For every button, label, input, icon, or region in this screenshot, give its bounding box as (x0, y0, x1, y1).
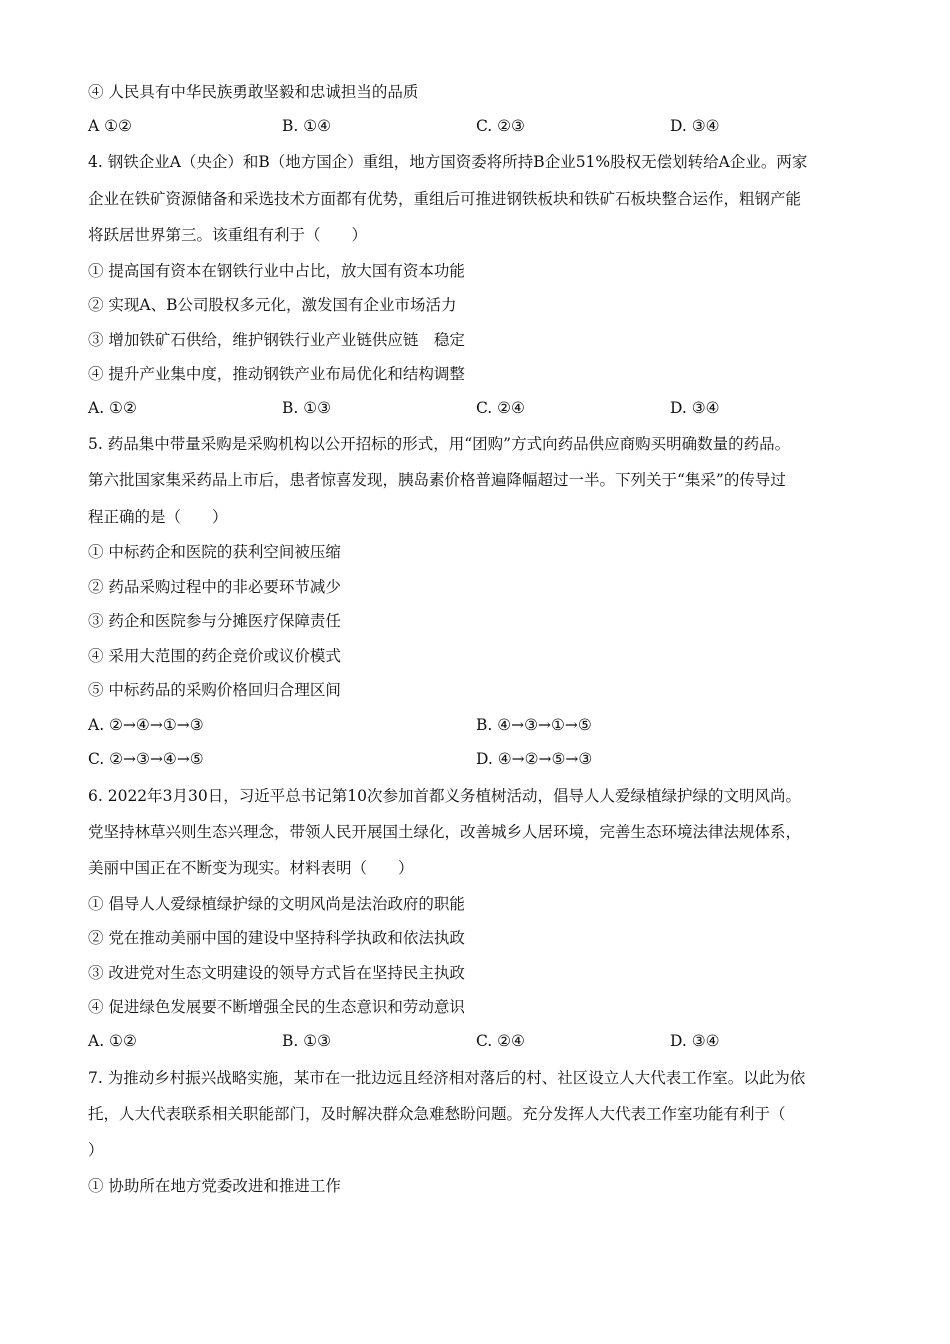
q6-item-3: ③ 改进党对生态文明建设的领导方式旨在坚持民主执政 (88, 964, 465, 982)
q5-item-1: ① 中标药企和医院的获利空间被压缩 (88, 543, 341, 561)
q5-stem-line-1: 5. 药品集中带量采购是采购机构以公开招标的形式，用“团购”方式向药品供应商购买明确数量的药品。 (88, 435, 791, 453)
q5-option-a[interactable]: A. ②→④→①→③ (88, 716, 204, 734)
q4-option-a[interactable]: A. ①② (88, 399, 137, 417)
q3-option-c[interactable]: C. ②③ (476, 117, 525, 135)
q6-option-b[interactable]: B. ①③ (282, 1032, 332, 1050)
q6-item-1: ① 倡导人人爱绿植绿护绿的文明风尚是法治政府的职能 (88, 895, 465, 913)
q5-option-b[interactable]: B. ④→③→①→⑤ (476, 716, 592, 734)
q5-options-row-2 (88, 748, 868, 770)
q4-stem-line-3: 将跃居世界第三。该重组有利于（ ） (88, 226, 368, 244)
q6-item-2: ② 党在推动美丽中国的建设中坚持科学执政和依法执政 (88, 929, 465, 947)
q4-stem-line-1: 4. 钢铁企业A（央企）和B（地方国企）重组，地方国资委将所持B企业51%股权无偿划转给A企业。两家 (88, 153, 808, 171)
q4-options (88, 397, 868, 419)
q3-item-4: ④ 人民具有中华民族勇敢坚毅和忠诚担当的品质 (88, 83, 419, 101)
q4-option-d[interactable]: D. ③④ (670, 399, 720, 417)
q5-option-d[interactable]: D. ④→②→⑤→③ (476, 750, 593, 768)
q5-item-3: ③ 药企和医院参与分摊医疗保障责任 (88, 612, 341, 630)
q5-stem-line-3: 程正确的是（ ） (88, 508, 228, 526)
q7-item-1: ① 协助所在地方党委改进和推进工作 (88, 1177, 341, 1195)
q6-options (88, 1030, 868, 1052)
q4-stem-line-2: 企业在铁矿资源储备和采选技术方面都有优势，重组后可推进钢铁板块和铁矿石板块整合运作，粗钢产能 (88, 190, 802, 208)
q5-item-2: ② 药品采购过程中的非必要环节减少 (88, 578, 341, 596)
q7-stem-line-3: ） (88, 1141, 104, 1159)
q4-option-b[interactable]: B. ①③ (282, 399, 332, 417)
q6-option-d[interactable]: D. ③④ (670, 1032, 720, 1050)
q5-item-5: ⑤ 中标药品的采购价格回归合理区间 (88, 681, 341, 699)
q7-stem-line-1: 7. 为推动乡村振兴战略实施，某市在一批边远且经济相对落后的村、社区设立人大代表工作室。以此为依 (88, 1069, 806, 1087)
q6-item-4: ④ 促进绿色发展要不断增强全民的生态意识和劳动意识 (88, 998, 465, 1016)
q3-option-a[interactable]: A ①② (88, 117, 132, 135)
q5-stem-line-2: 第六批国家集采药品上市后，患者惊喜发现，胰岛素价格普遍降幅超过一半。下列关于“集采”的传导过 (88, 471, 786, 489)
q6-stem-line-1: 6. 2022年3月30日，习近平总书记第10次参加首都义务植树活动，倡导人人爱绿植绿护绿的文明风尚。 (88, 787, 801, 805)
q4-item-2: ② 实现A、B公司股权多元化，激发国有企业市场活力 (88, 296, 457, 314)
q6-option-c[interactable]: C. ②④ (476, 1032, 525, 1050)
q5-option-c[interactable]: C. ②→③→④→⑤ (88, 750, 204, 768)
q3-options (88, 115, 868, 137)
q3-option-d[interactable]: D. ③④ (670, 117, 720, 135)
q6-stem-line-3: 美丽中国正在不断变为现实。材料表明（ ） (88, 859, 414, 877)
q4-item-4: ④ 提升产业集中度，推动钢铁产业布局优化和结构调整 (88, 365, 465, 383)
q6-option-a[interactable]: A. ①② (88, 1032, 137, 1050)
q3-option-b[interactable]: B. ①④ (282, 117, 332, 135)
q4-item-1: ① 提高国有资本在钢铁行业中占比，放大国有资本功能 (88, 262, 465, 280)
q4-item-3: ③ 增加铁矿石供给，维护钢铁行业产业链供应链 稳定 (88, 331, 465, 349)
q4-option-c[interactable]: C. ②④ (476, 399, 525, 417)
q5-options-row-1 (88, 714, 868, 736)
q7-stem-line-2: 托，人大代表联系相关职能部门，及时解决群众急难愁盼问题。充分发挥人大代表工作室功能有利于（ (88, 1105, 786, 1123)
q5-item-4: ④ 采用大范围的药企竞价或议价模式 (88, 647, 341, 665)
q6-stem-line-2: 党坚持林草兴则生态兴理念，带领人民开展国土绿化，改善城乡人居环境，完善生态环境法律法规体系， (88, 823, 802, 841)
